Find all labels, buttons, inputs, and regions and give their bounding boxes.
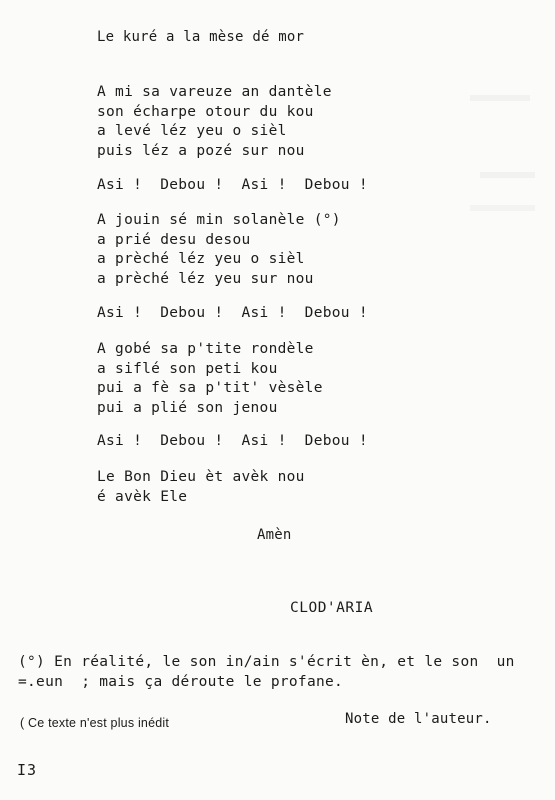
verse-line: é avèk Ele [97, 488, 188, 505]
show-through-mark [470, 95, 530, 101]
verse-line: a levé léz yeu o sièl [97, 123, 287, 139]
verse-line: A gobé sa p'tite rondèle [97, 341, 314, 357]
refrain-line: Asi ! Debou ! Asi ! Debou ! [97, 305, 368, 321]
verse-line: pui a fè sa p'tit' vèsèle [97, 380, 323, 396]
stanza-1 [97, 83, 332, 161]
small-note: ( Ce texte n'est plus inédit [20, 716, 170, 730]
footnote-line-2: =.eun ; mais ça déroute le profane. [18, 674, 344, 690]
poem-title: Le kuré a la mèse dé mor [97, 29, 305, 45]
author-note: Note de l'auteur. [345, 711, 492, 727]
page-number: I3 [17, 761, 38, 779]
verse-line: Le Bon Dieu èt avèk nou [97, 469, 305, 485]
amen-line: Amèn [257, 527, 292, 543]
refrain-line: Asi ! Debou ! Asi ! Debou ! [97, 177, 368, 193]
verse-line: a prié desu desou [97, 231, 251, 248]
show-through-mark [480, 172, 535, 178]
verse-line: A jouin sé min solanèle (°) [97, 212, 341, 228]
footnote-line-1: (°) En réalité, le son in/ain s'écrit èn, et le son un [18, 654, 515, 670]
show-through-mark [470, 205, 535, 211]
verse-line: A mi sa vareuze an dantèle [97, 84, 332, 100]
author-signature: CLOD'ARIA [290, 600, 374, 616]
stanza-3 [97, 340, 323, 418]
verse-line: a prèché léz yeu sur nou [97, 270, 314, 287]
verse-line: puis léz a pozé sur nou [97, 142, 305, 159]
stanza-4 [97, 468, 305, 507]
verse-line: a prèché léz yeu o sièl [97, 251, 305, 267]
verse-line: pui a plié son jenou [97, 399, 278, 416]
verse-line: son écharpe otour du kou [97, 103, 314, 120]
verse-line: a siflé son peti kou [97, 360, 278, 377]
refrain-line: Asi ! Debou ! Asi ! Debou ! [97, 433, 368, 449]
stanza-2 [97, 211, 341, 289]
